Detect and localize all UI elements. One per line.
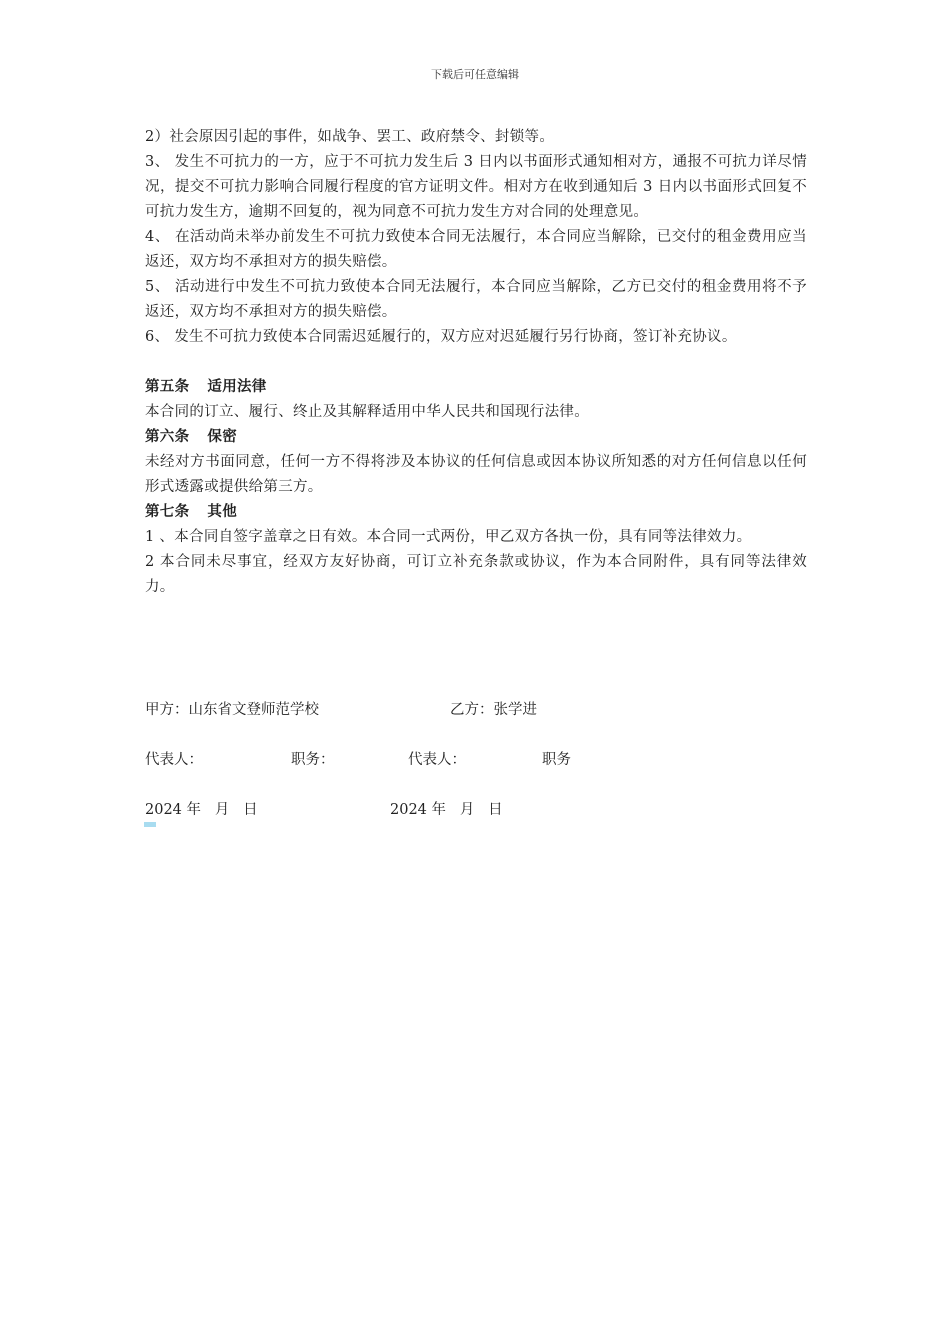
text-cursor-highlight[interactable]	[144, 822, 156, 827]
force-majeure-clause-5: 5、 活动进行中发生不可抗力致使本合同无法履行，本合同应当解除，乙方已交付的租金费用将不予返还，双方均不承担对方的损失赔偿。	[145, 279, 807, 320]
article-5-heading	[145, 375, 807, 400]
article-6-number: 第六条	[145, 429, 190, 445]
party-a-label: 甲方：山东省文登师范学校	[145, 702, 319, 718]
party-a-position-label: 职务：	[291, 752, 335, 768]
party-a-representative-label: 代表人：	[145, 752, 203, 768]
force-majeure-clause-4: 4、 在活动尚未举办前发生不可抗力致使本合同无法履行，本合同应当解除，已交付的租金费用应当返还，双方均不承担对方的损失赔偿。	[145, 229, 807, 270]
article-5-number: 第五条	[145, 379, 190, 395]
party-b-label: 乙方：张学进	[450, 702, 537, 718]
force-majeure-clause-2: 2）社会原因引起的事件，如战争、罢工、政府禁令、封锁等。	[145, 129, 555, 145]
article-5-text: 本合同的订立、履行、终止及其解释适用中华人民共和国现行法律。	[145, 404, 589, 420]
article-7-number: 第七条	[145, 504, 190, 520]
party-b-representative-label: 代表人：	[408, 752, 466, 768]
page-header: 下载后可任意编辑	[431, 68, 519, 81]
article-6-title: 保密	[207, 429, 238, 445]
article-6-text: 未经对方书面同意，任何一方不得将涉及本协议的任何信息或因本协议所知悉的对方任何信息以任何形式透露或提供给第三方。	[145, 454, 807, 495]
article-7-title: 其他	[207, 504, 238, 520]
article-7-heading	[145, 500, 807, 525]
blank-line	[145, 350, 807, 375]
article-6-heading	[145, 425, 807, 450]
article-5-title: 适用法律	[207, 379, 267, 395]
party-b-position-label: 职务	[542, 752, 571, 768]
article-7-item-1: 1 、本合同自签字盖章之日有效。本合同一式两份，甲乙双方各执一份，具有同等法律效力。	[145, 529, 752, 545]
party-a-date: 2024 年 月 日	[145, 802, 258, 818]
document-body	[145, 125, 807, 600]
force-majeure-clause-6: 6、 发生不可抗力致使本合同需迟延履行的，双方应对迟延履行另行协商，签订补充协议。	[145, 329, 737, 345]
force-majeure-clause-3: 3、 发生不可抗力的一方，应于不可抗力发生后 3 日内以书面形式通知相对方，通报不可抗力详尽情况，提交不可抗力影响合同履行程度的官方证明文件。相对方在收到通知后 3 日内以书面形式回复不可抗力发生方，逾期不回复的，视为同意不可抗力发生方对合同的处理意见。	[145, 154, 807, 220]
party-b-date: 2024 年 月 日	[390, 802, 503, 818]
article-7-item-2: 2 本合同未尽事宜，经双方友好协商，可订立补充条款或协议，作为本合同附件，具有同等法律效力。	[145, 554, 807, 595]
